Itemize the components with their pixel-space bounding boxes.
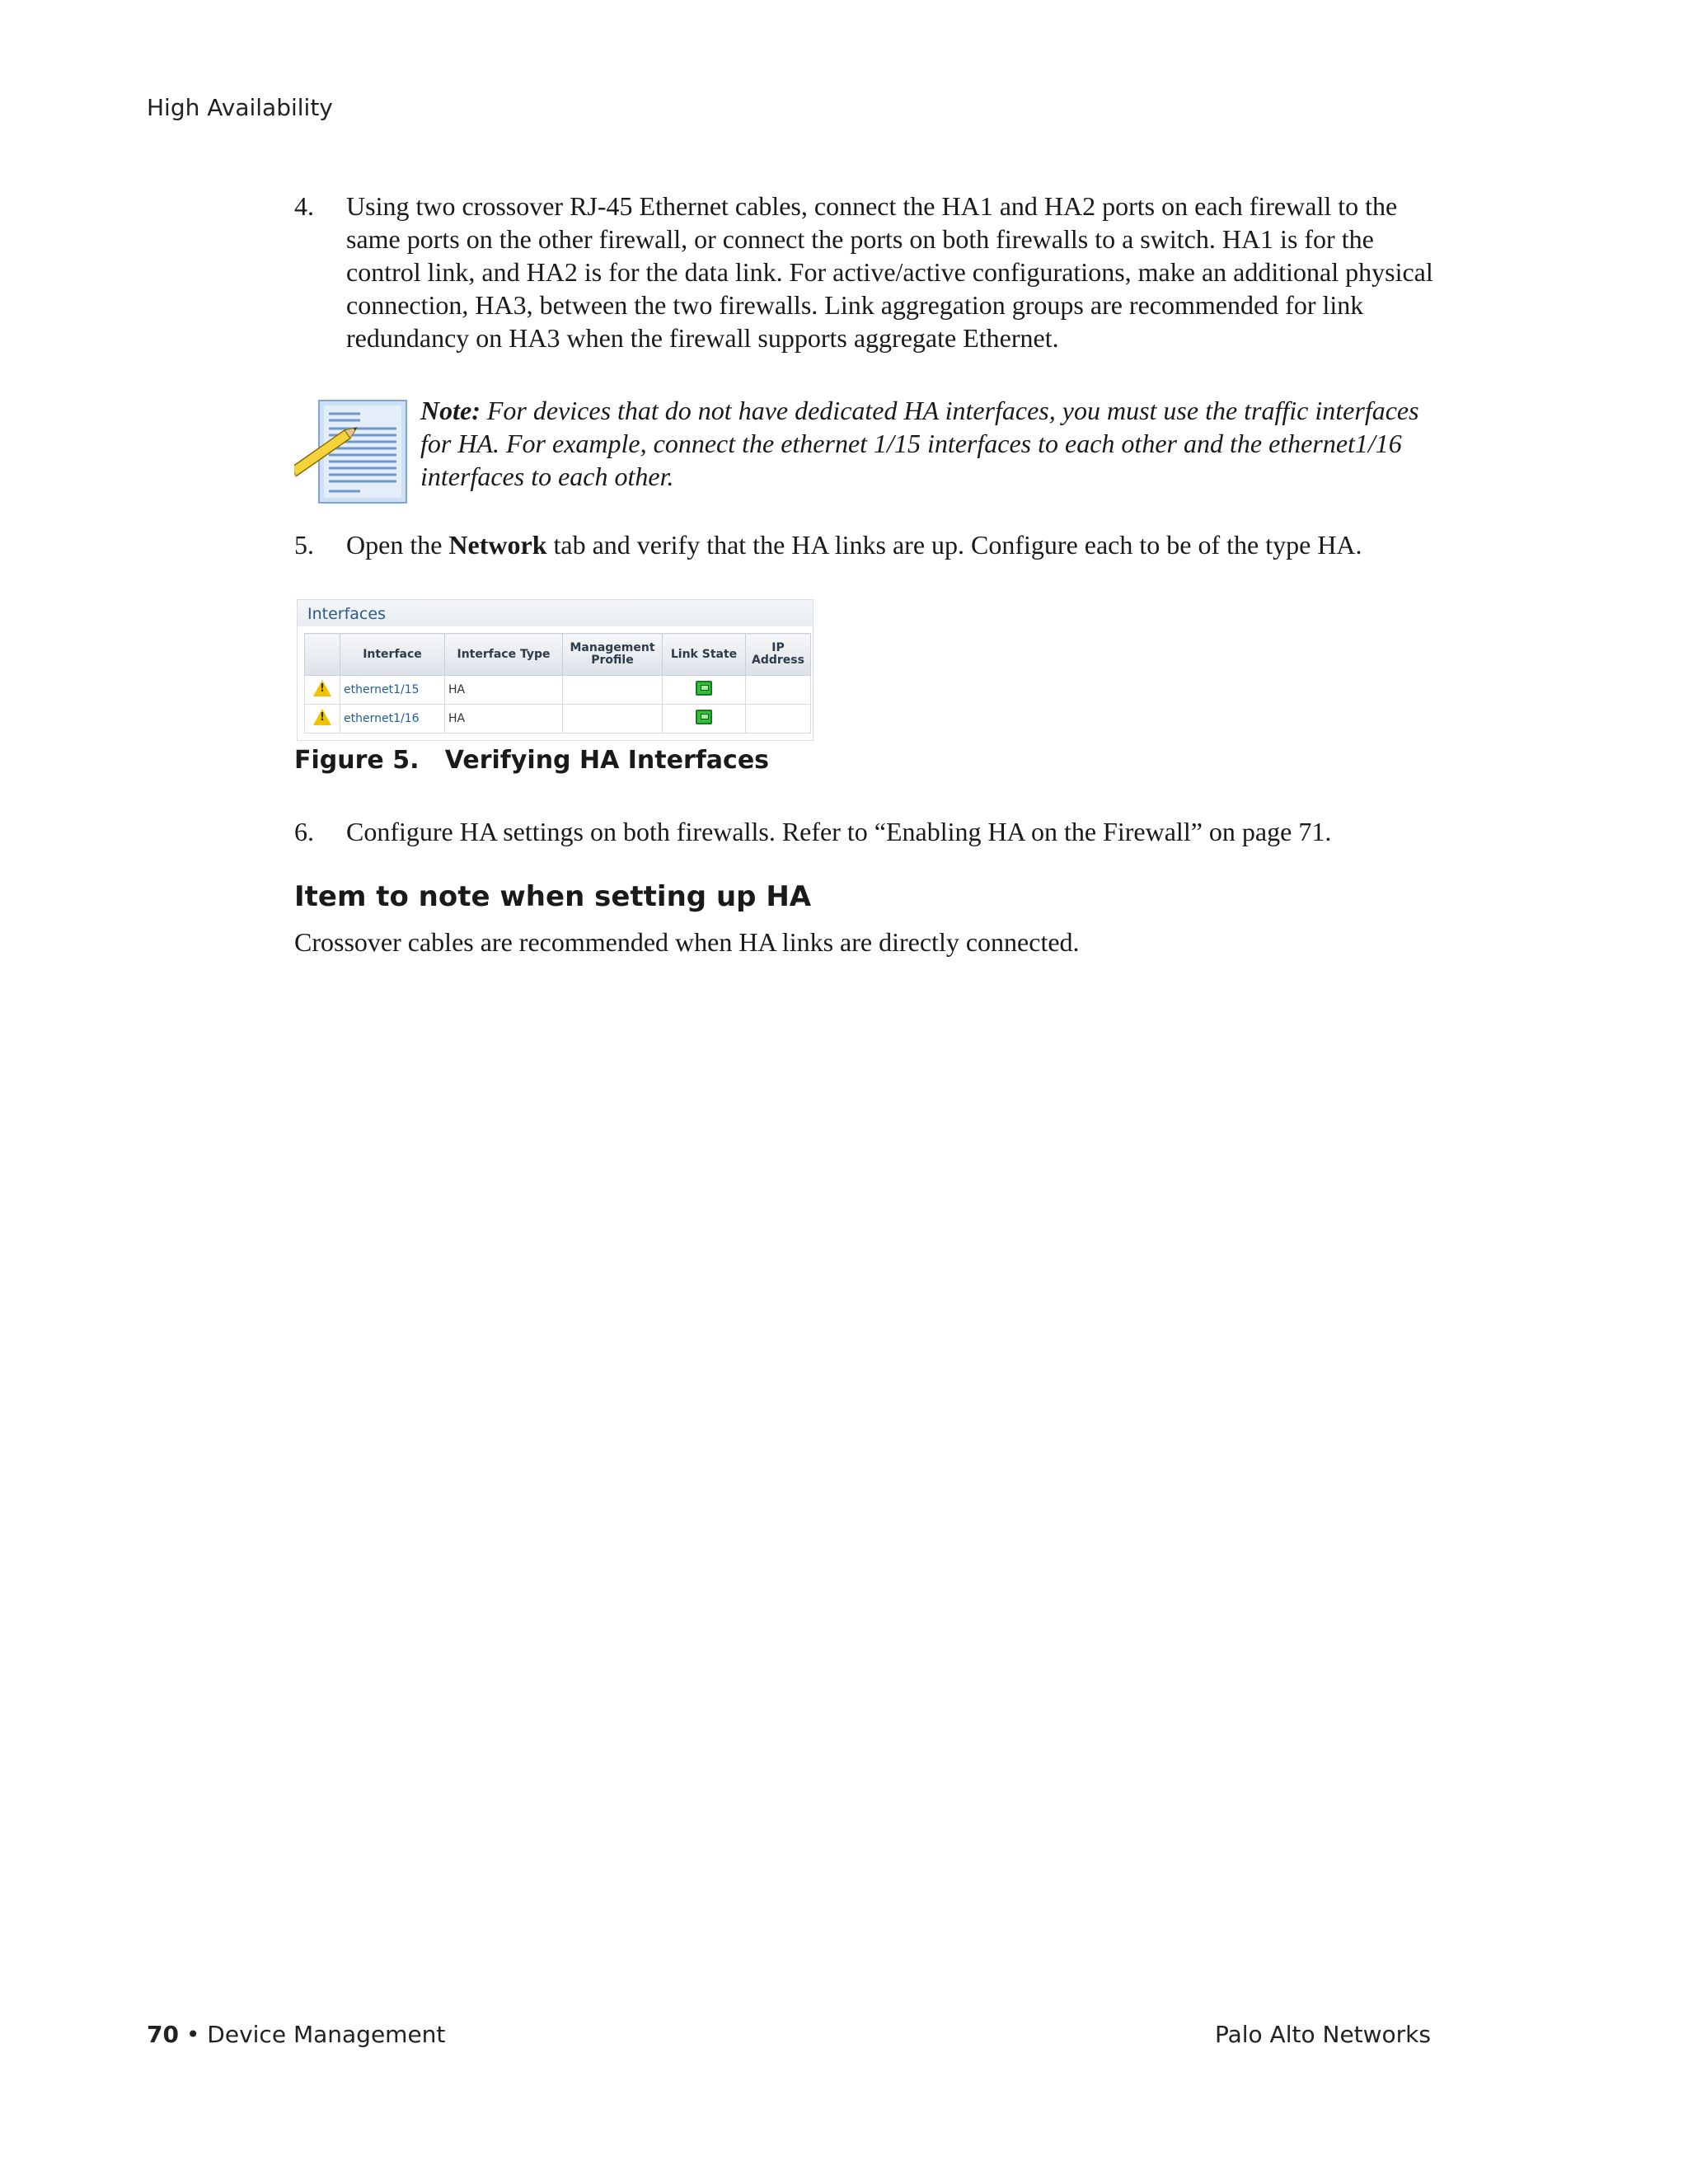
chapter-name: Device Management (207, 2021, 446, 2048)
warning-icon (313, 709, 331, 725)
note-pencil-icon (294, 399, 408, 506)
section-body: Crossover cables are recommended when HA links are directly connected. (294, 927, 1080, 957)
ip-address-cell (746, 676, 811, 705)
step-text (346, 528, 1440, 561)
column-header-interface-type[interactable]: Interface Type (445, 634, 563, 676)
panel-title-bar (298, 600, 813, 626)
footer-separator: • (178, 2021, 208, 2048)
note-label: Note: (420, 396, 481, 425)
column-header-management-profile[interactable]: Management Profile (563, 634, 663, 676)
link-up-icon (696, 681, 712, 696)
panel-title: Interfaces (307, 605, 386, 623)
interface-type-cell: HA (445, 676, 563, 705)
step-text: Using two crossover RJ-45 Ethernet cables, connect the HA1 and HA2 ports on each firewall to the same ports on the other firewall, or connect the ports on both firewalls to a switch. HA1 is for the control link, and HA2 is for the data link. For active/active configurations, make an additional physical connection, HA3, between the two firewalls. Link aggregation groups are recommended for link redundancy on HA3 when the firewall supports aggregate Ethernet. (346, 191, 1433, 353)
table-header-row (305, 634, 811, 676)
management-profile-cell (563, 676, 663, 705)
interfaces-table (304, 633, 811, 733)
step-number: 4. (294, 191, 314, 221)
network-tab-label: Network (448, 530, 547, 560)
footer-left (147, 2021, 445, 2048)
link-state-cell (663, 705, 746, 733)
table-row (305, 705, 811, 733)
step-number: 6. (294, 817, 314, 846)
note-body: For devices that do not have dedicated HA interfaces, you must use the traffic interfaces for HA. For example, connect the ethernet 1/15 interfaces to each other and the ethernet1/16 interfaces to each other. (420, 396, 1419, 491)
table-row (305, 676, 811, 705)
step-text-after: tab and verify that the HA links are up. Configure each to be of the type HA. (546, 530, 1362, 560)
status-cell (305, 676, 340, 705)
column-header-status (305, 634, 340, 676)
column-header-interface[interactable]: Interface (340, 634, 445, 676)
ip-address-cell (746, 705, 811, 733)
interface-link[interactable]: ethernet1/16 (340, 705, 445, 733)
running-header: High Availability (147, 94, 333, 121)
status-cell (305, 705, 340, 733)
footer-publisher: Palo Alto Networks (1214, 2021, 1431, 2048)
column-header-ip-address[interactable]: IP Address (746, 634, 811, 676)
figure-caption: Figure 5. Verifying HA Interfaces (294, 746, 770, 775)
interface-type-cell: HA (445, 705, 563, 733)
link-state-cell (663, 676, 746, 705)
warning-icon (313, 680, 331, 696)
link-up-icon (696, 710, 712, 724)
step-text-before: Open the (346, 530, 449, 560)
management-profile-cell (563, 705, 663, 733)
interfaces-screenshot (297, 599, 814, 741)
note-block (294, 394, 1440, 509)
step-number: 5. (294, 530, 314, 560)
note-text (420, 394, 1434, 493)
interface-link[interactable]: ethernet1/15 (340, 676, 445, 705)
page-number: 70 (147, 2021, 179, 2048)
section-heading: Item to note when setting up HA (294, 880, 812, 913)
step-text: Configure HA settings on both firewalls. Refer to “Enabling HA on the Firewall” on page 71. (346, 817, 1332, 846)
column-header-link-state[interactable]: Link State (663, 634, 746, 676)
